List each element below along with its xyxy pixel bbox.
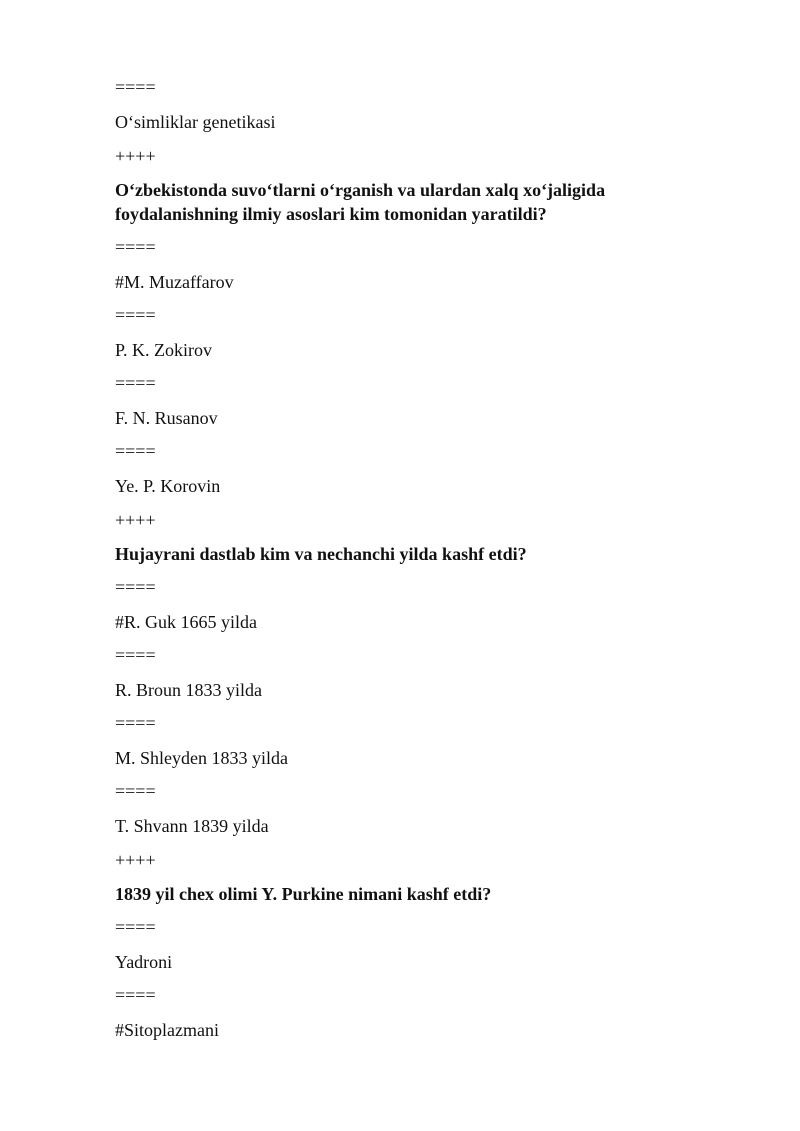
separator-line: ==== [115,577,156,597]
separator-line: ==== [115,77,156,97]
question-1-line-1: O‘zbekistonda suvo‘tlarni o‘rganish va ulardan xalq xo‘jaligida [115,180,606,200]
question-marker: ++++ [115,146,156,166]
question-marker: ++++ [115,510,156,530]
question-1-line-2: foydalanishning ilmiy asoslari kim tomonidan yaratildi? [115,204,547,224]
separator-line: ==== [115,305,156,325]
question-2: Hujayrani dastlab kim va nechanchi yilda kashf etdi? [115,544,527,564]
separator-line: ==== [115,985,156,1005]
topic-title: O‘simliklar genetikasi [115,112,276,132]
separator-line: ==== [115,645,156,665]
answer-option: R. Broun 1833 yilda [115,680,262,700]
separator-line: ==== [115,373,156,393]
answer-option: Yadroni [115,952,173,972]
answer-option: Ye. P. Korovin [115,476,221,496]
separator-line: ==== [115,781,156,801]
answer-option: M. Shleyden 1833 yilda [115,748,288,768]
answer-option: #M. Muzaffarov [115,272,234,292]
separator-line: ==== [115,237,156,257]
question-marker: ++++ [115,850,156,870]
answer-option: F. N. Rusanov [115,408,218,428]
question-3: 1839 yil chex olimi Y. Purkine nimani kashf etdi? [115,884,492,904]
separator-line: ==== [115,713,156,733]
answer-option: P. K. Zokirov [115,340,213,360]
separator-line: ==== [115,917,156,937]
answer-option: T. Shvann 1839 yilda [115,816,269,836]
answer-option: #Sitoplazmani [115,1020,219,1040]
answer-option: #R. Guk 1665 yilda [115,612,257,632]
separator-line: ==== [115,441,156,461]
